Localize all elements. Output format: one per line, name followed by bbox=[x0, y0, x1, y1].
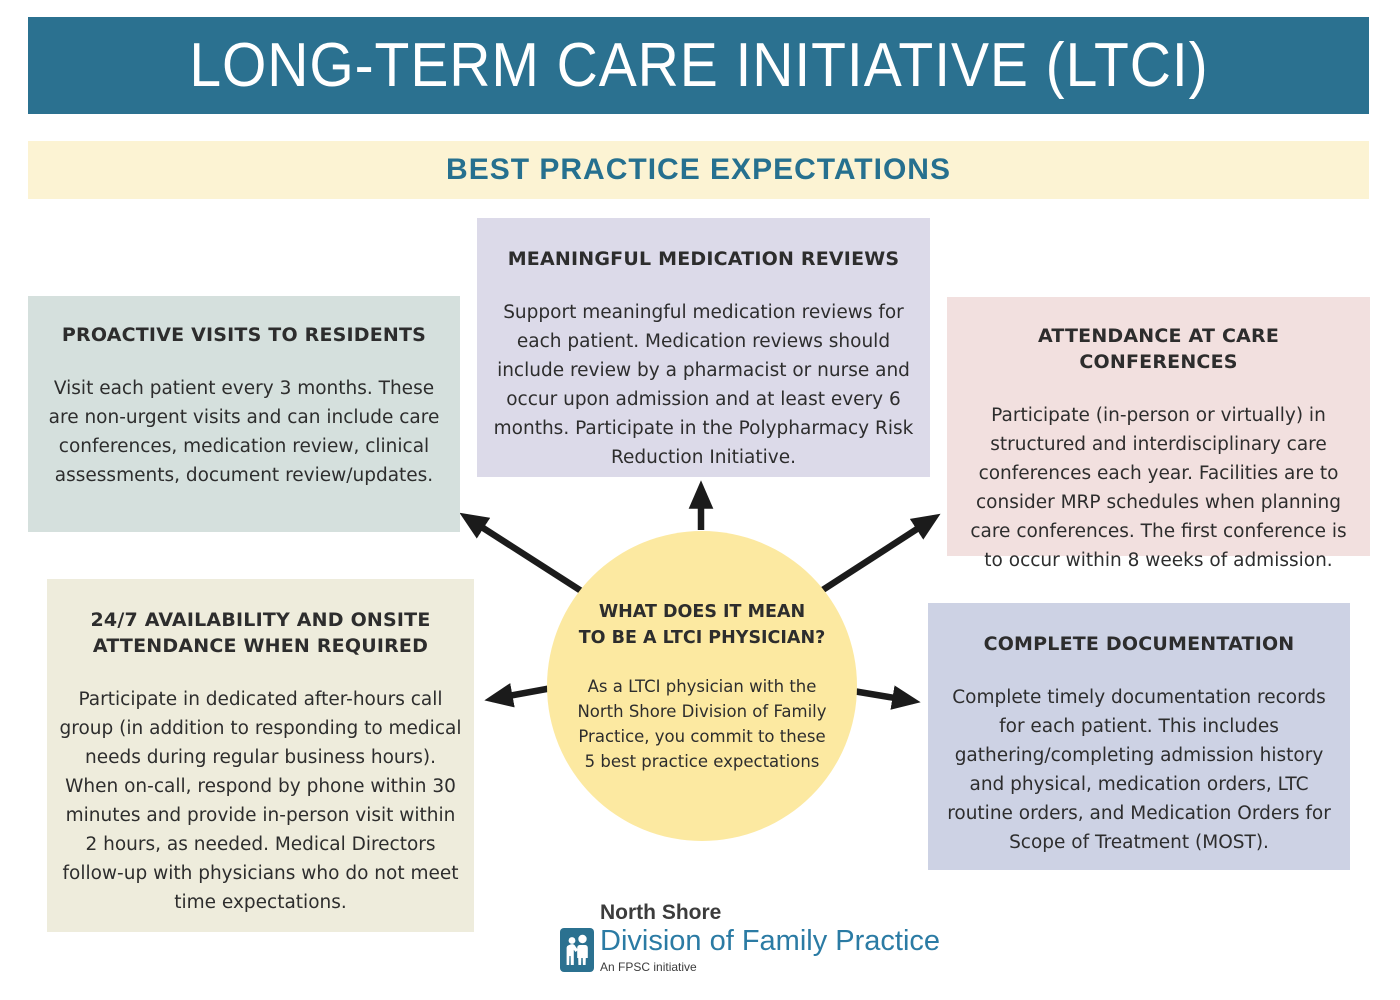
subtitle-band bbox=[28, 141, 1369, 199]
subtitle-text: BEST PRACTICE EXPECTATIONS bbox=[446, 153, 951, 186]
header-banner bbox=[28, 17, 1369, 114]
box-title: ATTENDANCE AT CARE CONFERENCES bbox=[1037, 325, 1280, 373]
arrow-to-proactive bbox=[466, 517, 586, 594]
logo-org-top: North Shore bbox=[600, 901, 722, 924]
logo-tagline: An FPSC initiative bbox=[600, 960, 697, 974]
hub-title-line1: WHAT DOES IT MEAN bbox=[598, 601, 806, 622]
arrow-to-attendance bbox=[818, 518, 934, 593]
box-body: Support meaningful medication reviews for each patient. Medication reviews should include review by a pharmacist or nurse and occur upon admission and at least every 6 months. Participate in the Polypharmacy Risk Reduction Initiative. bbox=[493, 302, 914, 468]
page-title: LONG-TERM CARE INITIATIVE (LTCI) bbox=[188, 31, 1209, 100]
box-title: MEANINGFUL MEDICATION REVIEWS bbox=[507, 248, 900, 270]
box-title: 24/7 AVAILABILITY AND ONSITE ATTENDANCE WHEN REQUIRED bbox=[90, 609, 431, 657]
box-attendance-care-conferences bbox=[947, 297, 1370, 571]
hub-title bbox=[579, 599, 826, 651]
box-body: Visit each patient every 3 months. These are non-urgent visits and can include care conferences, medication review, clinical assessments, document review/updates. bbox=[48, 378, 440, 486]
box-complete-documentation bbox=[928, 603, 1350, 870]
central-question-circle bbox=[547, 531, 857, 841]
box-proactive-visits bbox=[28, 296, 460, 532]
arrow-to-documentation bbox=[853, 691, 913, 701]
box-body: Complete timely documentation records for each patient. This includes gathering/completing admission history and physical, medication orders, LTC routine orders, and Medication Orders for Scope of Treatment (MOST). bbox=[947, 687, 1331, 853]
box-body: Participate in dedicated after-hours call group (in addition to responding to medical needs during regular business hours). When on-call, respond by phone within 30 minutes and provide in-person visit within 2 hours, as needed. Medical Directors follow-up with physicians who do not meet time expectations. bbox=[59, 689, 462, 913]
box-title: PROACTIVE VISITS TO RESIDENTS bbox=[61, 324, 427, 346]
box-247-availability bbox=[47, 579, 474, 932]
hub-title-line2: TO BE A LTCI PHYSICIAN? bbox=[578, 627, 826, 648]
family-figures-icon bbox=[560, 928, 594, 976]
box-body: Participate (in-person or virtually) in structured and interdisciplinary care conferences each year. Facilities are to consider MRP schedules when planning care conferences. The first conference is to occur within 8 weeks of admission. bbox=[970, 405, 1347, 571]
org-logo bbox=[560, 901, 960, 975]
hub-body: As a LTCI physician with the North Shore Division of Family Practice, you commit to these 5 best practice expectations bbox=[577, 676, 827, 771]
box-title: COMPLETE DOCUMENTATION bbox=[983, 633, 1295, 655]
box-meaningful-medication-reviews bbox=[477, 218, 930, 477]
logo-text-block bbox=[600, 901, 960, 975]
arrow-to-availability bbox=[492, 688, 552, 699]
logo-org-main: Division of Family Practice bbox=[600, 925, 941, 957]
